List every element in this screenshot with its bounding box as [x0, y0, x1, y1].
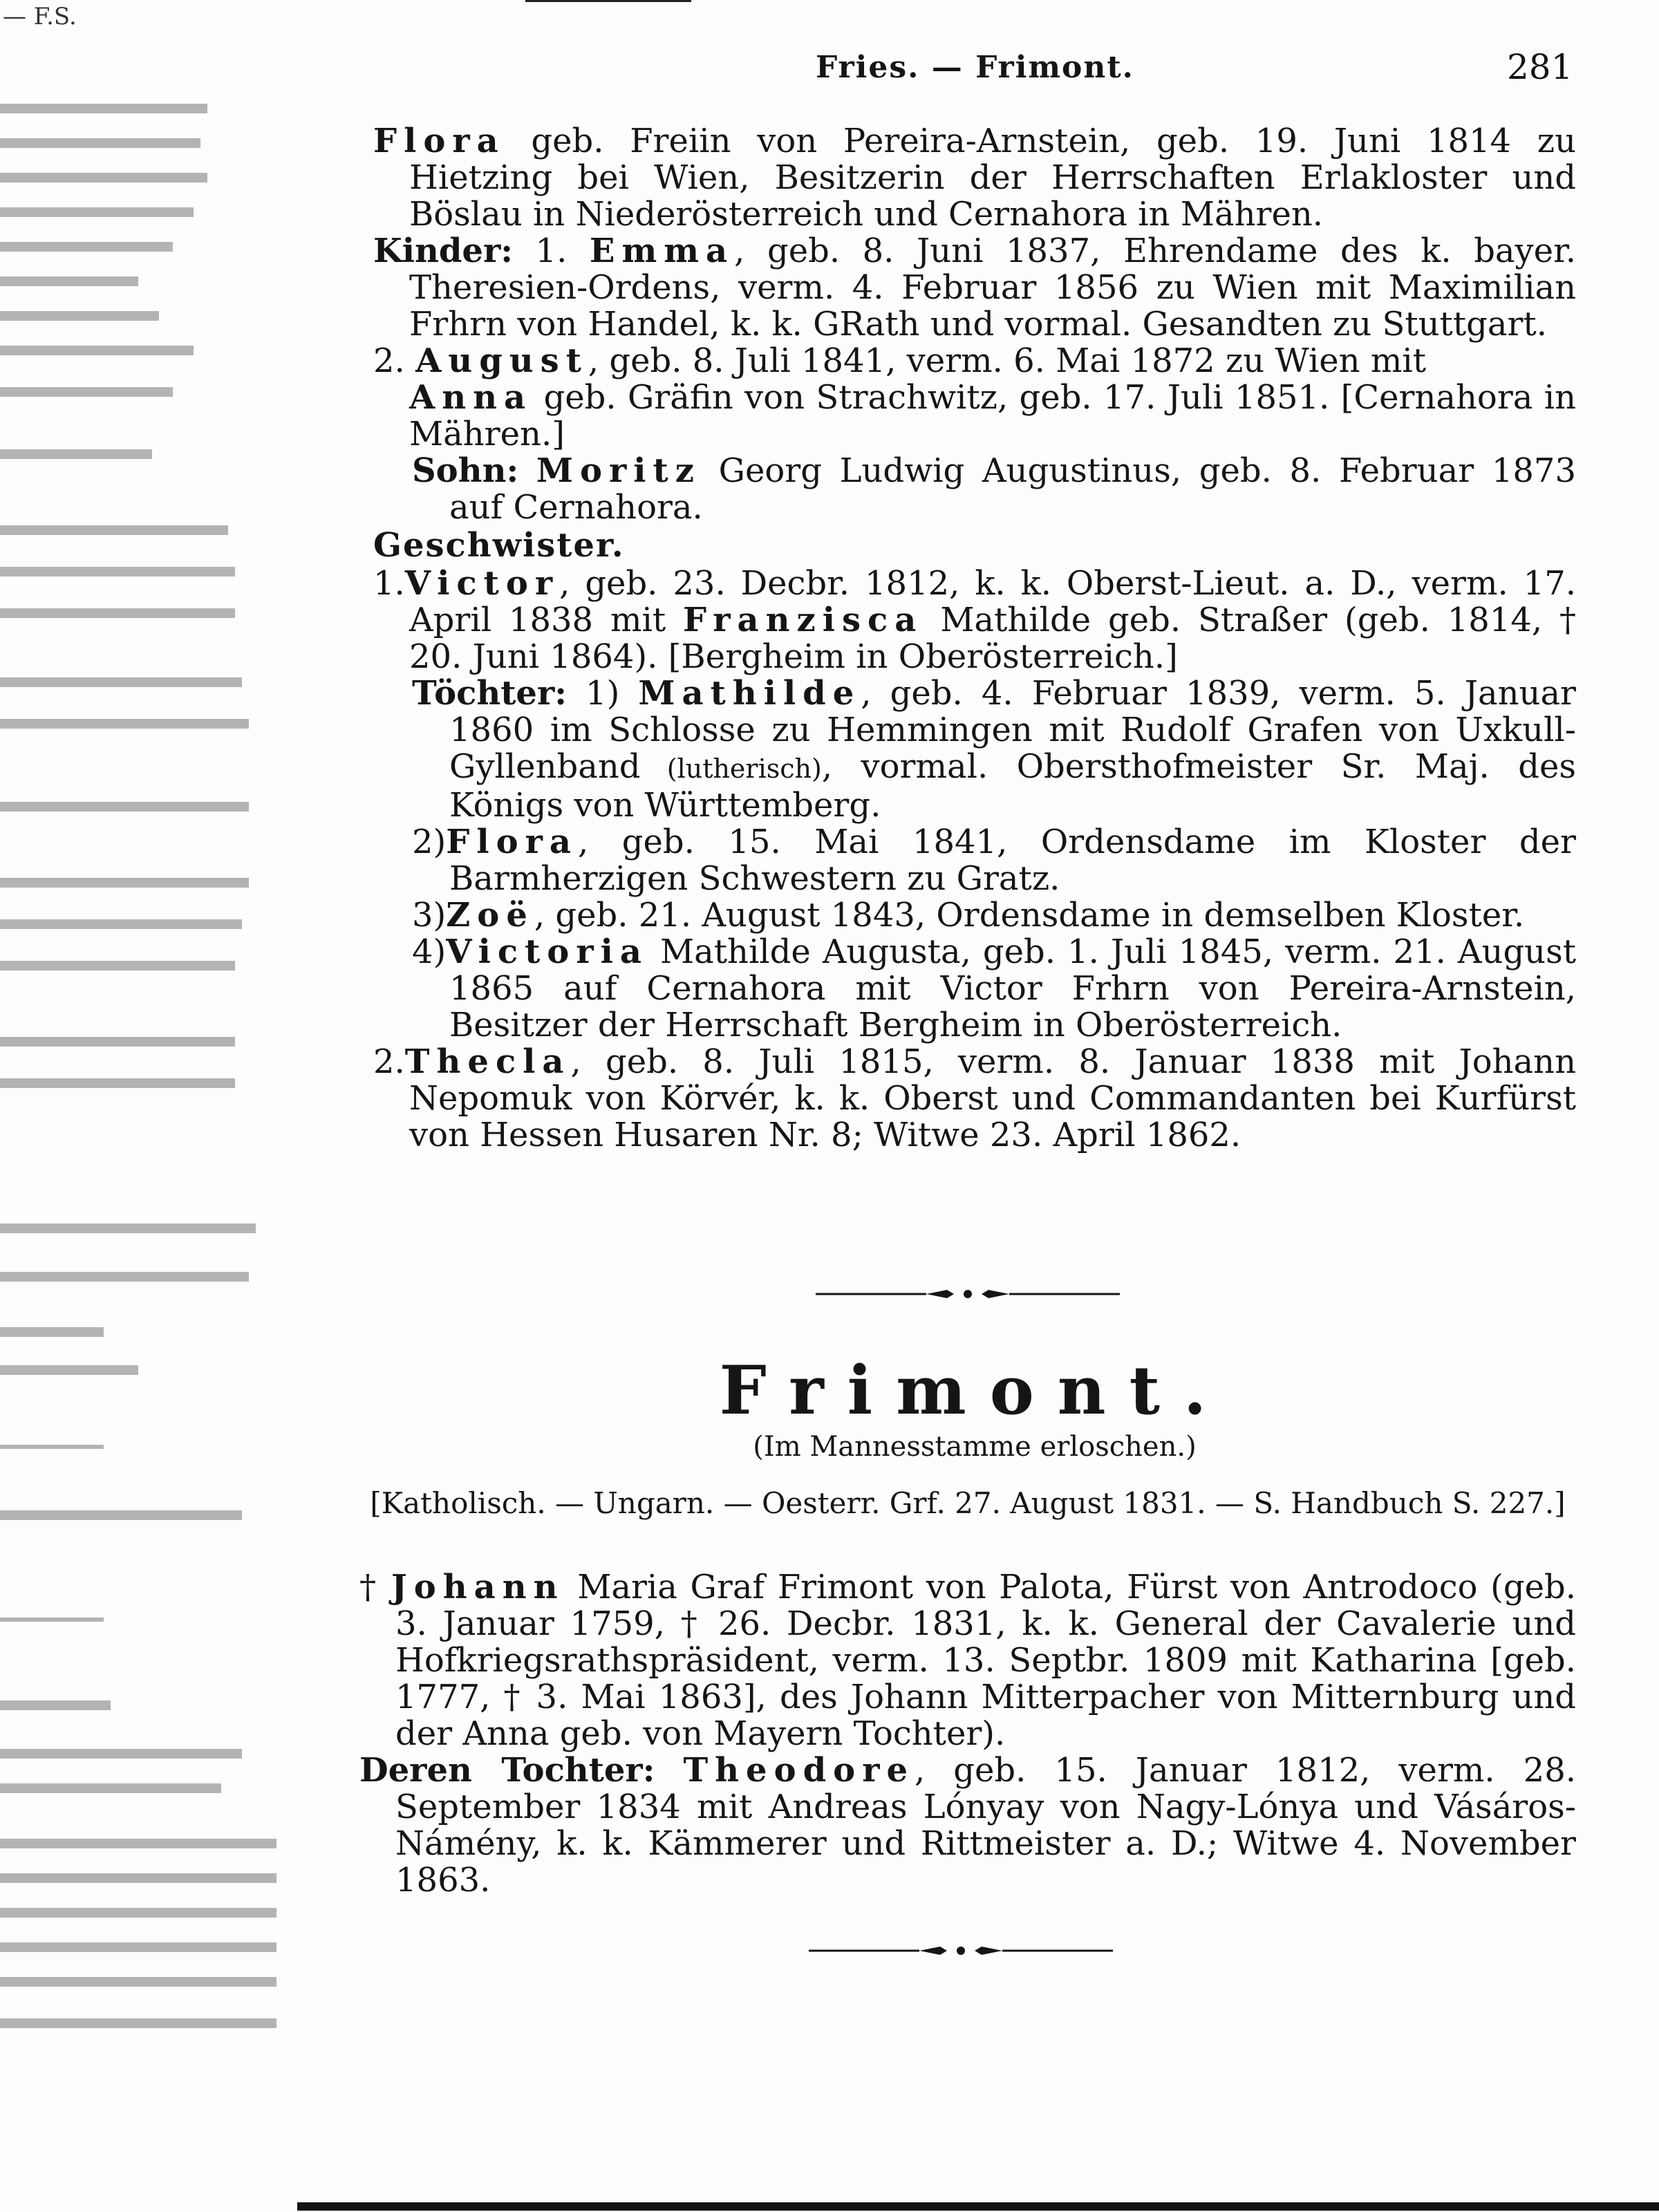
edge-mark: — F.S. — [3, 3, 77, 30]
name-flora-2: Flora — [446, 823, 578, 861]
sohn-label: Sohn: — [412, 451, 519, 490]
section-fries-body — [373, 123, 1576, 1154]
entry-thecla — [373, 1044, 1576, 1154]
moritz-text: Georg Ludwig Augustinus, geb. 8. Februar 1873 auf Cernahora. — [449, 451, 1576, 527]
page-header — [0, 47, 1659, 91]
theodore-text: , geb. 15. Januar 1812, verm. 28. September 1834 mit Andreas Lónyay von Nagy-Lónya und Vásáros-Námény, k. k. Kämmerer und Rittmeister a. D.; Witwe 4. November 1863. — [395, 1751, 1577, 1900]
t4-num: 4) — [412, 932, 447, 971]
section-divider-ornament — [816, 1287, 1120, 1301]
mathilde-text-2: , vormal. Obersthofmeister Sr. Maj. des Königs von Württemberg. — [449, 747, 1576, 825]
victoria-text: Mathilde Augusta, geb. 1. Juli 1845, verm. 21. August 1865 auf Cernahora mit Victor Frhrn von Pereira-Arnstein, Besitzer der Herrschaft Bergheim in Oberösterreich. — [449, 932, 1576, 1044]
entry-sohn — [373, 453, 1576, 526]
entry-toechter-3 — [373, 897, 1576, 934]
cross-mark: † — [359, 1568, 392, 1606]
flora-text: geb. Freiin von Pereira-Arnstein, geb. 19. Juni 1814 zu Hietzing bei Wien, Besitzerin der Herrschaften Erlakloster und Böslau in Niederösterreich und Cernahora in Mähren. — [409, 122, 1576, 234]
adjacent-page-bleed — [0, 0, 276, 2212]
end-divider-ornament — [809, 1944, 1113, 1958]
running-title: Fries. — Frimont. — [816, 50, 1134, 85]
august-text: , geb. 8. Juli 1841, verm. 6. Mai 1872 zu Wien mit — [588, 341, 1426, 380]
t3-num: 3) — [412, 896, 447, 935]
t2-num: 2) — [412, 823, 447, 861]
entry-flora — [373, 123, 1576, 233]
kinder-2-num: 2. — [373, 341, 416, 380]
section-title-frimont: Frimont. — [719, 1351, 1230, 1430]
mathilde-text: , geb. 4. Februar 1839, verm. 5. Januar 1860 im Schlosse zu Hemmingen mit Rudolf Grafen von Uxkull-Gyllenband — [449, 674, 1577, 786]
toechter-label: Töchter: — [412, 674, 567, 713]
bottom-border-bar — [297, 2202, 1659, 2211]
entry-toechter-1 — [373, 675, 1576, 824]
entry-toechter-4 — [373, 934, 1576, 1044]
lutherisch-note: (lutherisch) — [640, 753, 822, 784]
name-emma: Emma — [589, 232, 735, 270]
heading-geschwister: Geschwister. — [373, 526, 625, 565]
name-zoe: Zoë — [446, 896, 534, 935]
thecla-text: , geb. 8. Juli 1815, verm. 8. Januar 1838 mit Johann Nepomuk von Körvér, k. k. Oberst und Commandanten bei Kurfürst von Hessen Husaren Nr. 8; Witwe 23. April 1862. — [409, 1042, 1576, 1154]
name-anna: Anna — [409, 378, 533, 417]
johann-text: Maria Graf Frimont von Palota, Fürst von Antrodoco (geb. 3. Januar 1759, † 26. Decbr. 1831, k. k. General der Cavalerie und Hofkriegsrathspräsident, verm. 13. Septbr. 1809 mit Katharina [geb. 1777, † 3. Mai 1863], des Johann Mitterpacher von Mitternburg und der Anna geb. von Mayern Tochter). — [395, 1568, 1576, 1753]
name-thecla: Thecla — [404, 1042, 571, 1081]
page-number: 281 — [1507, 47, 1573, 87]
top-rule — [525, 0, 691, 2]
victor-text: , geb. 23. Decbr. 1812, k. k. Oberst-Lieut. a. D., verm. 17. April 1838 mit — [409, 564, 1576, 639]
name-mathilde: Mathilde — [638, 674, 861, 713]
name-johann: Johann — [391, 1568, 565, 1606]
name-victor: Victor — [404, 564, 560, 603]
emma-text: , geb. 8. Juni 1837, Ehrendame des k. bayer. Theresien-Ordens, verm. 4. Februar 1856 zu Wien mit Maximilian Frhrn von Handel, k. k. GRath und vormal. Gesandten zu Stuttgart. — [409, 232, 1577, 344]
section-meta: [Katholisch. — Ungarn. — Oesterr. Grf. 27. August 1831. — S. Handbuch S. 227.] — [370, 1486, 1566, 1520]
franzisca-text: Mathilde geb. Straßer (geb. 1814, † 20. Juni 1864). [Bergheim in Oberösterreich.] — [409, 601, 1577, 676]
name-victoria: Victoria — [446, 932, 648, 971]
kinder-1-num: 1. — [512, 232, 590, 270]
entry-august — [373, 343, 1576, 453]
section-subtitle: (Im Mannesstamme erloschen.) — [753, 1431, 1197, 1463]
kinder-label: Kinder: — [373, 232, 513, 270]
name-franzisca: Franzisca — [683, 601, 924, 639]
name-flora: Flora — [373, 122, 505, 160]
g2-num: 2. — [373, 1042, 405, 1081]
t1-num: 1) — [566, 674, 639, 713]
name-theodore: Theodore — [683, 1751, 915, 1790]
anna-text: geb. Gräfin von Strachwitz, geb. 17. Juli 1851. [Cernahora in Mähren.] — [409, 378, 1576, 453]
g1-num: 1. — [373, 564, 405, 603]
entry-victor — [373, 565, 1576, 675]
flora-2-text: , geb. 15. Mai 1841, Ordensdame im Kloster der Barmherzigen Schwestern zu Gratz. — [449, 823, 1576, 898]
entry-johann — [359, 1569, 1576, 1752]
name-august: August — [415, 341, 588, 380]
name-moritz: Moritz — [536, 451, 701, 490]
tochter-label: Deren Tochter: — [359, 1751, 655, 1790]
entry-toechter-2 — [373, 824, 1576, 897]
entry-theodore — [359, 1752, 1576, 1899]
section-frimont-body — [359, 1569, 1576, 1899]
zoe-text: , geb. 21. August 1843, Ordensdame in demselben Kloster. — [534, 896, 1525, 935]
entry-kinder-1 — [373, 233, 1576, 343]
